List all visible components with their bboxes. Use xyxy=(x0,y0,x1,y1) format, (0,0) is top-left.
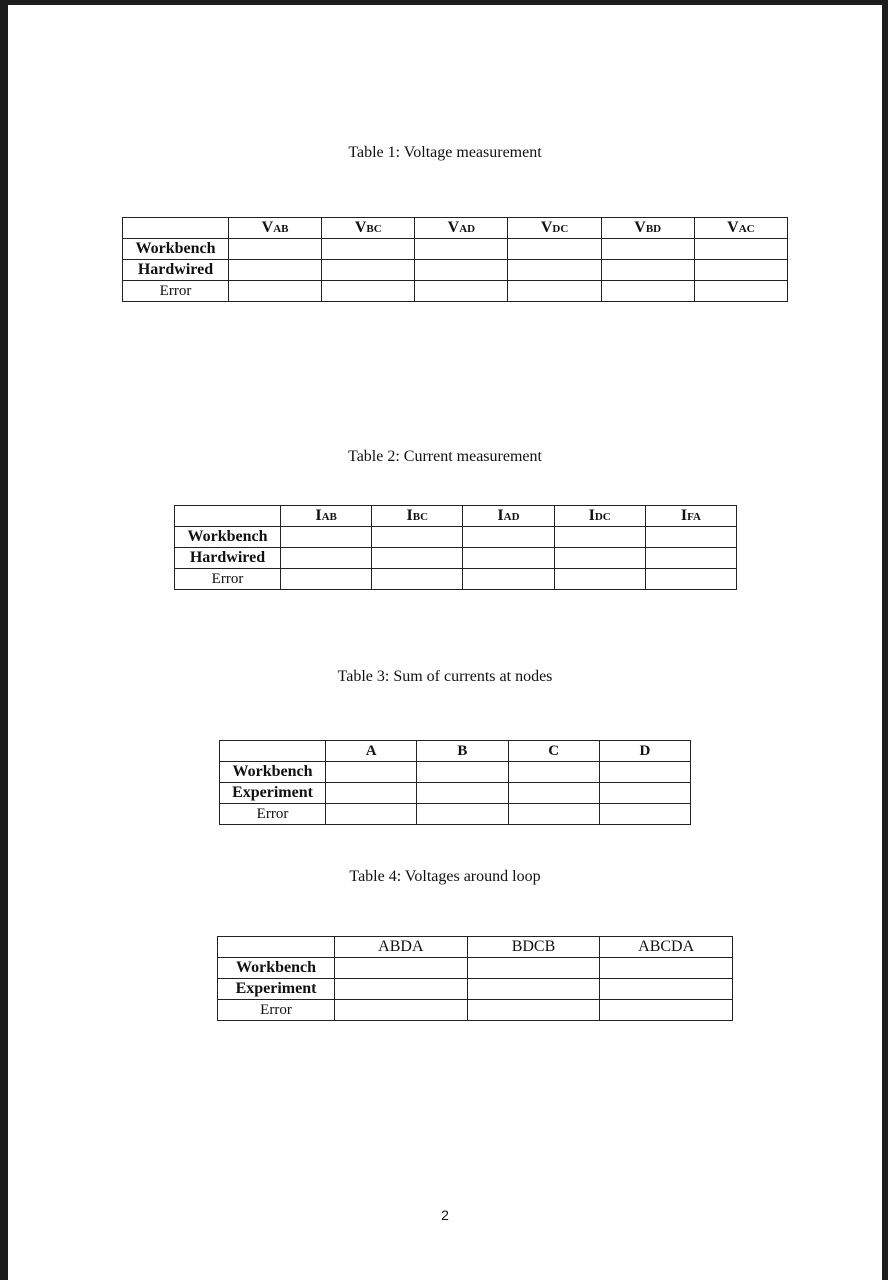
column-header: A xyxy=(326,741,417,762)
column-header: IAD xyxy=(463,506,554,527)
table-header-row xyxy=(123,218,788,239)
column-header: IFA xyxy=(645,506,736,527)
row-label: Experiment xyxy=(218,979,335,1000)
input-cell[interactable] xyxy=(322,239,415,260)
input-cell[interactable] xyxy=(415,281,508,302)
row-label: Hardwired xyxy=(123,260,229,281)
input-cell[interactable] xyxy=(645,548,736,569)
input-cell[interactable] xyxy=(415,239,508,260)
input-cell[interactable] xyxy=(229,239,322,260)
column-header: VAC xyxy=(694,218,787,239)
column-header: VBD xyxy=(601,218,694,239)
table-header-row xyxy=(218,937,733,958)
column-header: BDCB xyxy=(467,937,600,958)
input-cell[interactable] xyxy=(326,762,417,783)
input-cell[interactable] xyxy=(417,804,508,825)
table-row xyxy=(218,958,733,979)
column-header: B xyxy=(417,741,508,762)
table-header-row xyxy=(220,741,691,762)
table1-caption: Table 1: Voltage measurement xyxy=(348,144,542,161)
table2-caption: Table 2: Current measurement xyxy=(348,448,542,465)
input-cell[interactable] xyxy=(508,260,601,281)
row-label: Workbench xyxy=(123,239,229,260)
input-cell[interactable] xyxy=(463,548,554,569)
input-cell[interactable] xyxy=(417,762,508,783)
column-header: IDC xyxy=(554,506,645,527)
table3-caption: Table 3: Sum of currents at nodes xyxy=(337,668,553,685)
column-header: IBC xyxy=(372,506,463,527)
row-label: Workbench xyxy=(218,958,335,979)
row-label: Error xyxy=(175,569,281,590)
input-cell[interactable] xyxy=(372,569,463,590)
input-cell[interactable] xyxy=(326,783,417,804)
row-label: Experiment xyxy=(220,783,326,804)
voltage-table xyxy=(122,217,788,302)
input-cell[interactable] xyxy=(467,1000,600,1021)
column-header: C xyxy=(508,741,599,762)
input-cell[interactable] xyxy=(508,239,601,260)
input-cell[interactable] xyxy=(694,260,787,281)
loop-voltages-table xyxy=(217,936,733,1021)
row-label: Workbench xyxy=(175,527,281,548)
input-cell[interactable] xyxy=(554,527,645,548)
column-header: ABDA xyxy=(335,937,468,958)
column-header: VAB xyxy=(229,218,322,239)
table-row xyxy=(218,1000,733,1021)
input-cell[interactable] xyxy=(601,239,694,260)
column-header: VAD xyxy=(415,218,508,239)
input-cell[interactable] xyxy=(599,804,690,825)
current-table xyxy=(174,505,737,590)
input-cell[interactable] xyxy=(645,527,736,548)
input-cell[interactable] xyxy=(601,260,694,281)
table-row xyxy=(175,527,737,548)
table-row xyxy=(220,783,691,804)
row-label: Workbench xyxy=(220,762,326,783)
input-cell[interactable] xyxy=(694,239,787,260)
table-row xyxy=(218,979,733,1000)
column-header: VDC xyxy=(508,218,601,239)
row-label: Hardwired xyxy=(175,548,281,569)
input-cell[interactable] xyxy=(599,762,690,783)
column-header: D xyxy=(599,741,690,762)
input-cell[interactable] xyxy=(372,527,463,548)
input-cell[interactable] xyxy=(415,260,508,281)
input-cell[interactable] xyxy=(335,958,468,979)
input-cell[interactable] xyxy=(599,783,690,804)
input-cell[interactable] xyxy=(322,281,415,302)
input-cell[interactable] xyxy=(601,281,694,302)
input-cell[interactable] xyxy=(335,1000,468,1021)
input-cell[interactable] xyxy=(600,1000,733,1021)
input-cell[interactable] xyxy=(600,958,733,979)
input-cell[interactable] xyxy=(467,979,600,1000)
input-cell[interactable] xyxy=(508,762,599,783)
input-cell[interactable] xyxy=(322,260,415,281)
input-cell[interactable] xyxy=(694,281,787,302)
input-cell[interactable] xyxy=(335,979,468,1000)
input-cell[interactable] xyxy=(229,281,322,302)
table-row xyxy=(175,569,737,590)
table-corner-cell xyxy=(123,218,229,239)
input-cell[interactable] xyxy=(554,569,645,590)
input-cell[interactable] xyxy=(281,527,372,548)
input-cell[interactable] xyxy=(372,548,463,569)
input-cell[interactable] xyxy=(463,569,554,590)
column-header: ABCDA xyxy=(600,937,733,958)
table-row xyxy=(220,804,691,825)
input-cell[interactable] xyxy=(281,569,372,590)
column-header: IAB xyxy=(281,506,372,527)
page-number: 2 xyxy=(441,1207,449,1223)
input-cell[interactable] xyxy=(281,548,372,569)
column-header: VBC xyxy=(322,218,415,239)
input-cell[interactable] xyxy=(508,281,601,302)
row-label: Error xyxy=(123,281,229,302)
table-row xyxy=(175,548,737,569)
table-row xyxy=(123,239,788,260)
input-cell[interactable] xyxy=(417,783,508,804)
table-corner-cell xyxy=(218,937,335,958)
input-cell[interactable] xyxy=(326,804,417,825)
input-cell[interactable] xyxy=(229,260,322,281)
document-page xyxy=(8,5,882,1280)
table-corner-cell xyxy=(175,506,281,527)
row-label: Error xyxy=(218,1000,335,1021)
table4-caption: Table 4: Voltages around loop xyxy=(349,868,541,885)
table-row xyxy=(123,281,788,302)
input-cell[interactable] xyxy=(508,804,599,825)
input-cell[interactable] xyxy=(463,527,554,548)
input-cell[interactable] xyxy=(554,548,645,569)
table-corner-cell xyxy=(220,741,326,762)
input-cell[interactable] xyxy=(467,958,600,979)
input-cell[interactable] xyxy=(645,569,736,590)
table-row xyxy=(220,762,691,783)
table-row xyxy=(123,260,788,281)
input-cell[interactable] xyxy=(600,979,733,1000)
input-cell[interactable] xyxy=(508,783,599,804)
table-header-row xyxy=(175,506,737,527)
node-currents-table xyxy=(219,740,691,825)
row-label: Error xyxy=(220,804,326,825)
